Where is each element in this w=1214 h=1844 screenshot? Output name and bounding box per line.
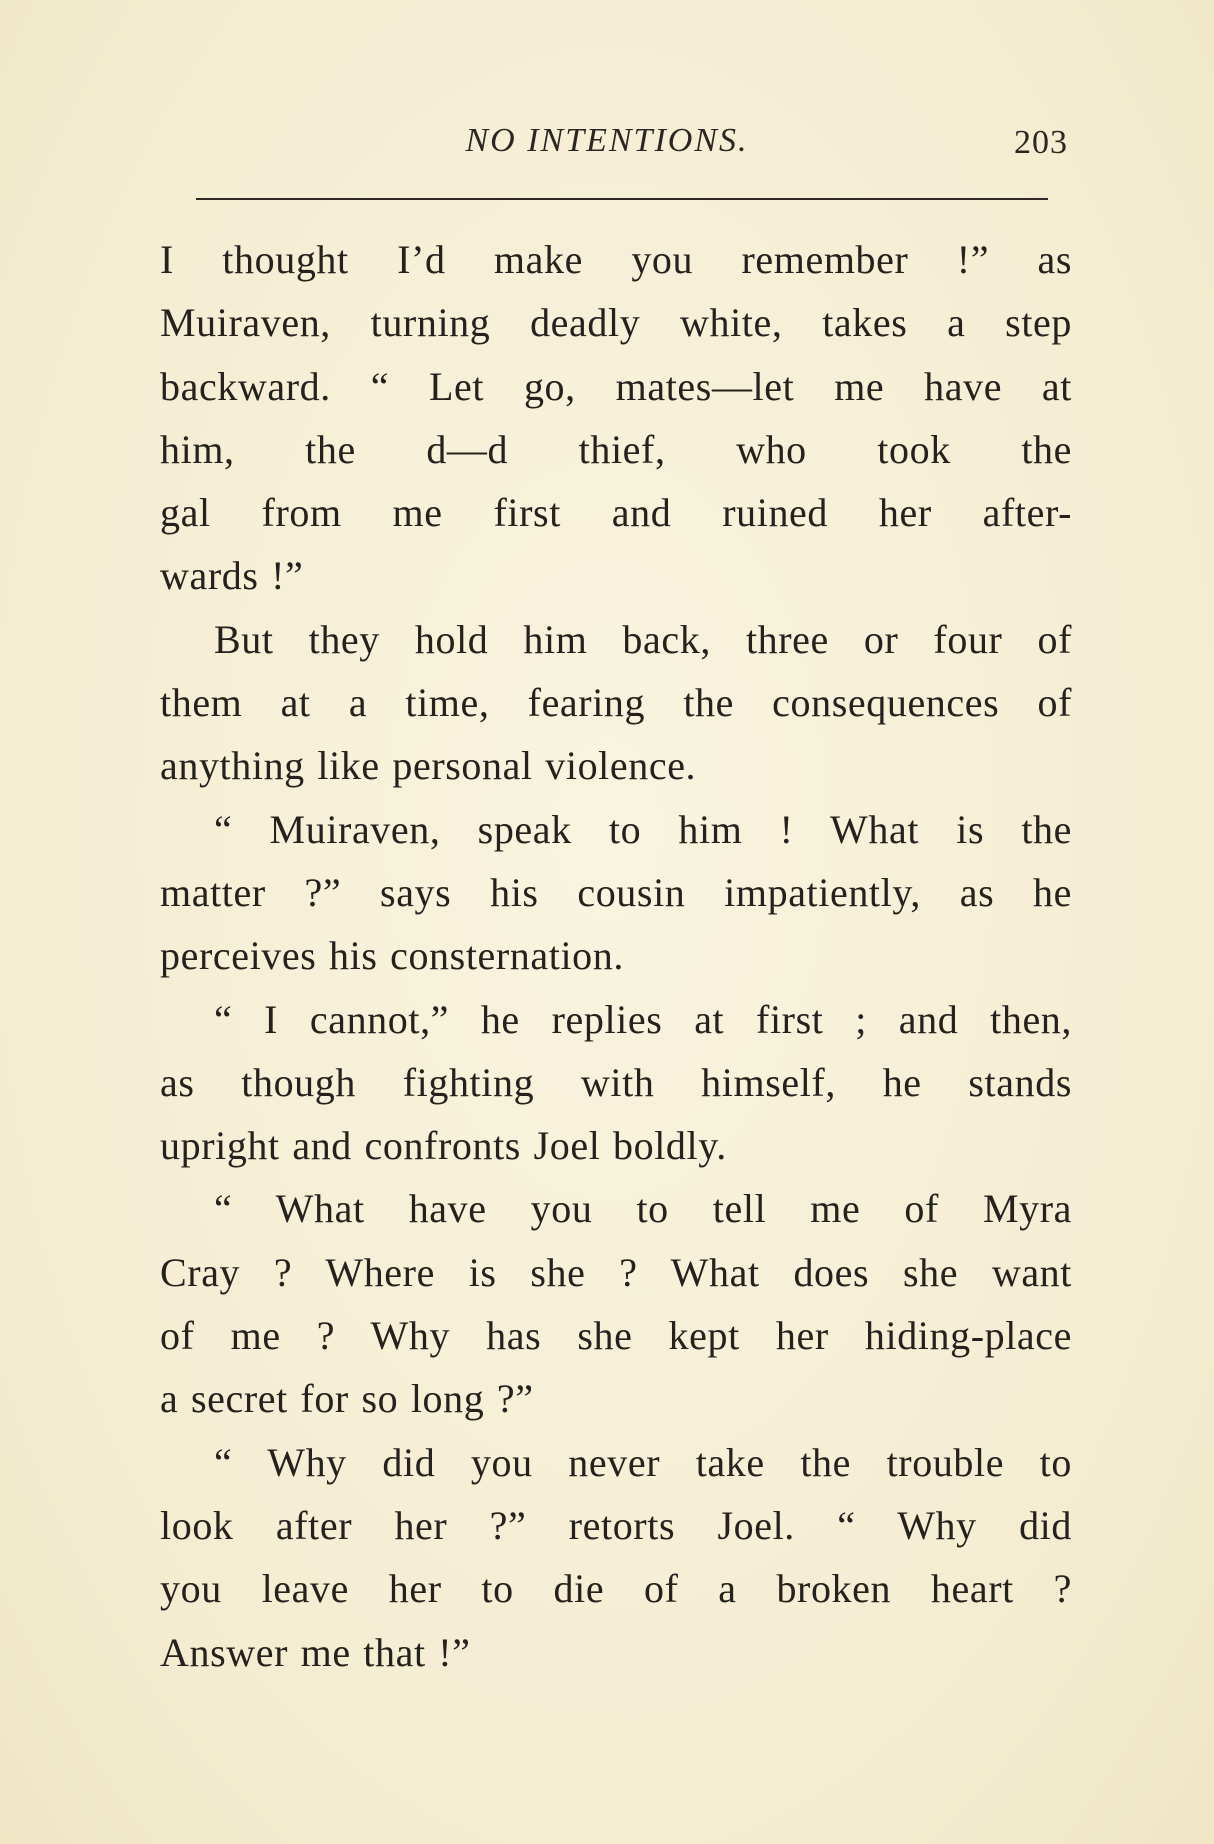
text-line: matter ?” says his cousin impatiently, as he bbox=[160, 869, 1072, 915]
text-line: them at a time, fearing the consequences of bbox=[160, 680, 1072, 726]
text-line: him, the d—d thief, who took the bbox=[160, 426, 1072, 472]
text-line: upright and confronts Joel boldly. bbox=[160, 1123, 727, 1169]
text-line: of me ? Why has she kept her hiding-place bbox=[160, 1313, 1072, 1359]
page-number: 203 bbox=[1014, 124, 1068, 161]
text-line: anything like personal violence. bbox=[160, 743, 697, 789]
text-line: Muiraven, turning deadly white, takes a step bbox=[160, 300, 1072, 346]
text-line: as though fighting with himself, he stands bbox=[160, 1059, 1072, 1105]
text-line: But they hold him back, three or four of bbox=[214, 616, 1072, 662]
text-line: look after her ?” retorts Joel. “ Why did bbox=[160, 1502, 1072, 1548]
text-line: wards !” bbox=[160, 553, 304, 599]
running-head bbox=[0, 118, 1214, 168]
body-text bbox=[160, 228, 1072, 1684]
header-rule bbox=[196, 198, 1048, 200]
text-line: you leave her to die of a broken heart ? bbox=[160, 1566, 1072, 1612]
text-line: “ Muiraven, speak to him ! What is the bbox=[214, 806, 1072, 852]
running-title: NO INTENTIONS. bbox=[465, 122, 749, 159]
text-line: “ What have you to tell me of Myra bbox=[214, 1186, 1072, 1232]
text-line: Cray ? Where is she ? What does she want bbox=[160, 1249, 1072, 1295]
text-line: gal from me first and ruined her after- bbox=[160, 490, 1072, 536]
text-line: Answer me that !” bbox=[160, 1629, 471, 1675]
text-line: “ I cannot,” he replies at first ; and then, bbox=[214, 996, 1072, 1042]
text-line: perceives his consternation. bbox=[160, 933, 624, 979]
text-line: backward. “ Let go, mates—let me have at bbox=[160, 363, 1072, 409]
text-line: I thought I’d make you remember !” as bbox=[160, 237, 1072, 282]
text-line: a secret for so long ?” bbox=[160, 1376, 534, 1422]
text-line: “ Why did you never take the trouble to bbox=[214, 1439, 1072, 1485]
